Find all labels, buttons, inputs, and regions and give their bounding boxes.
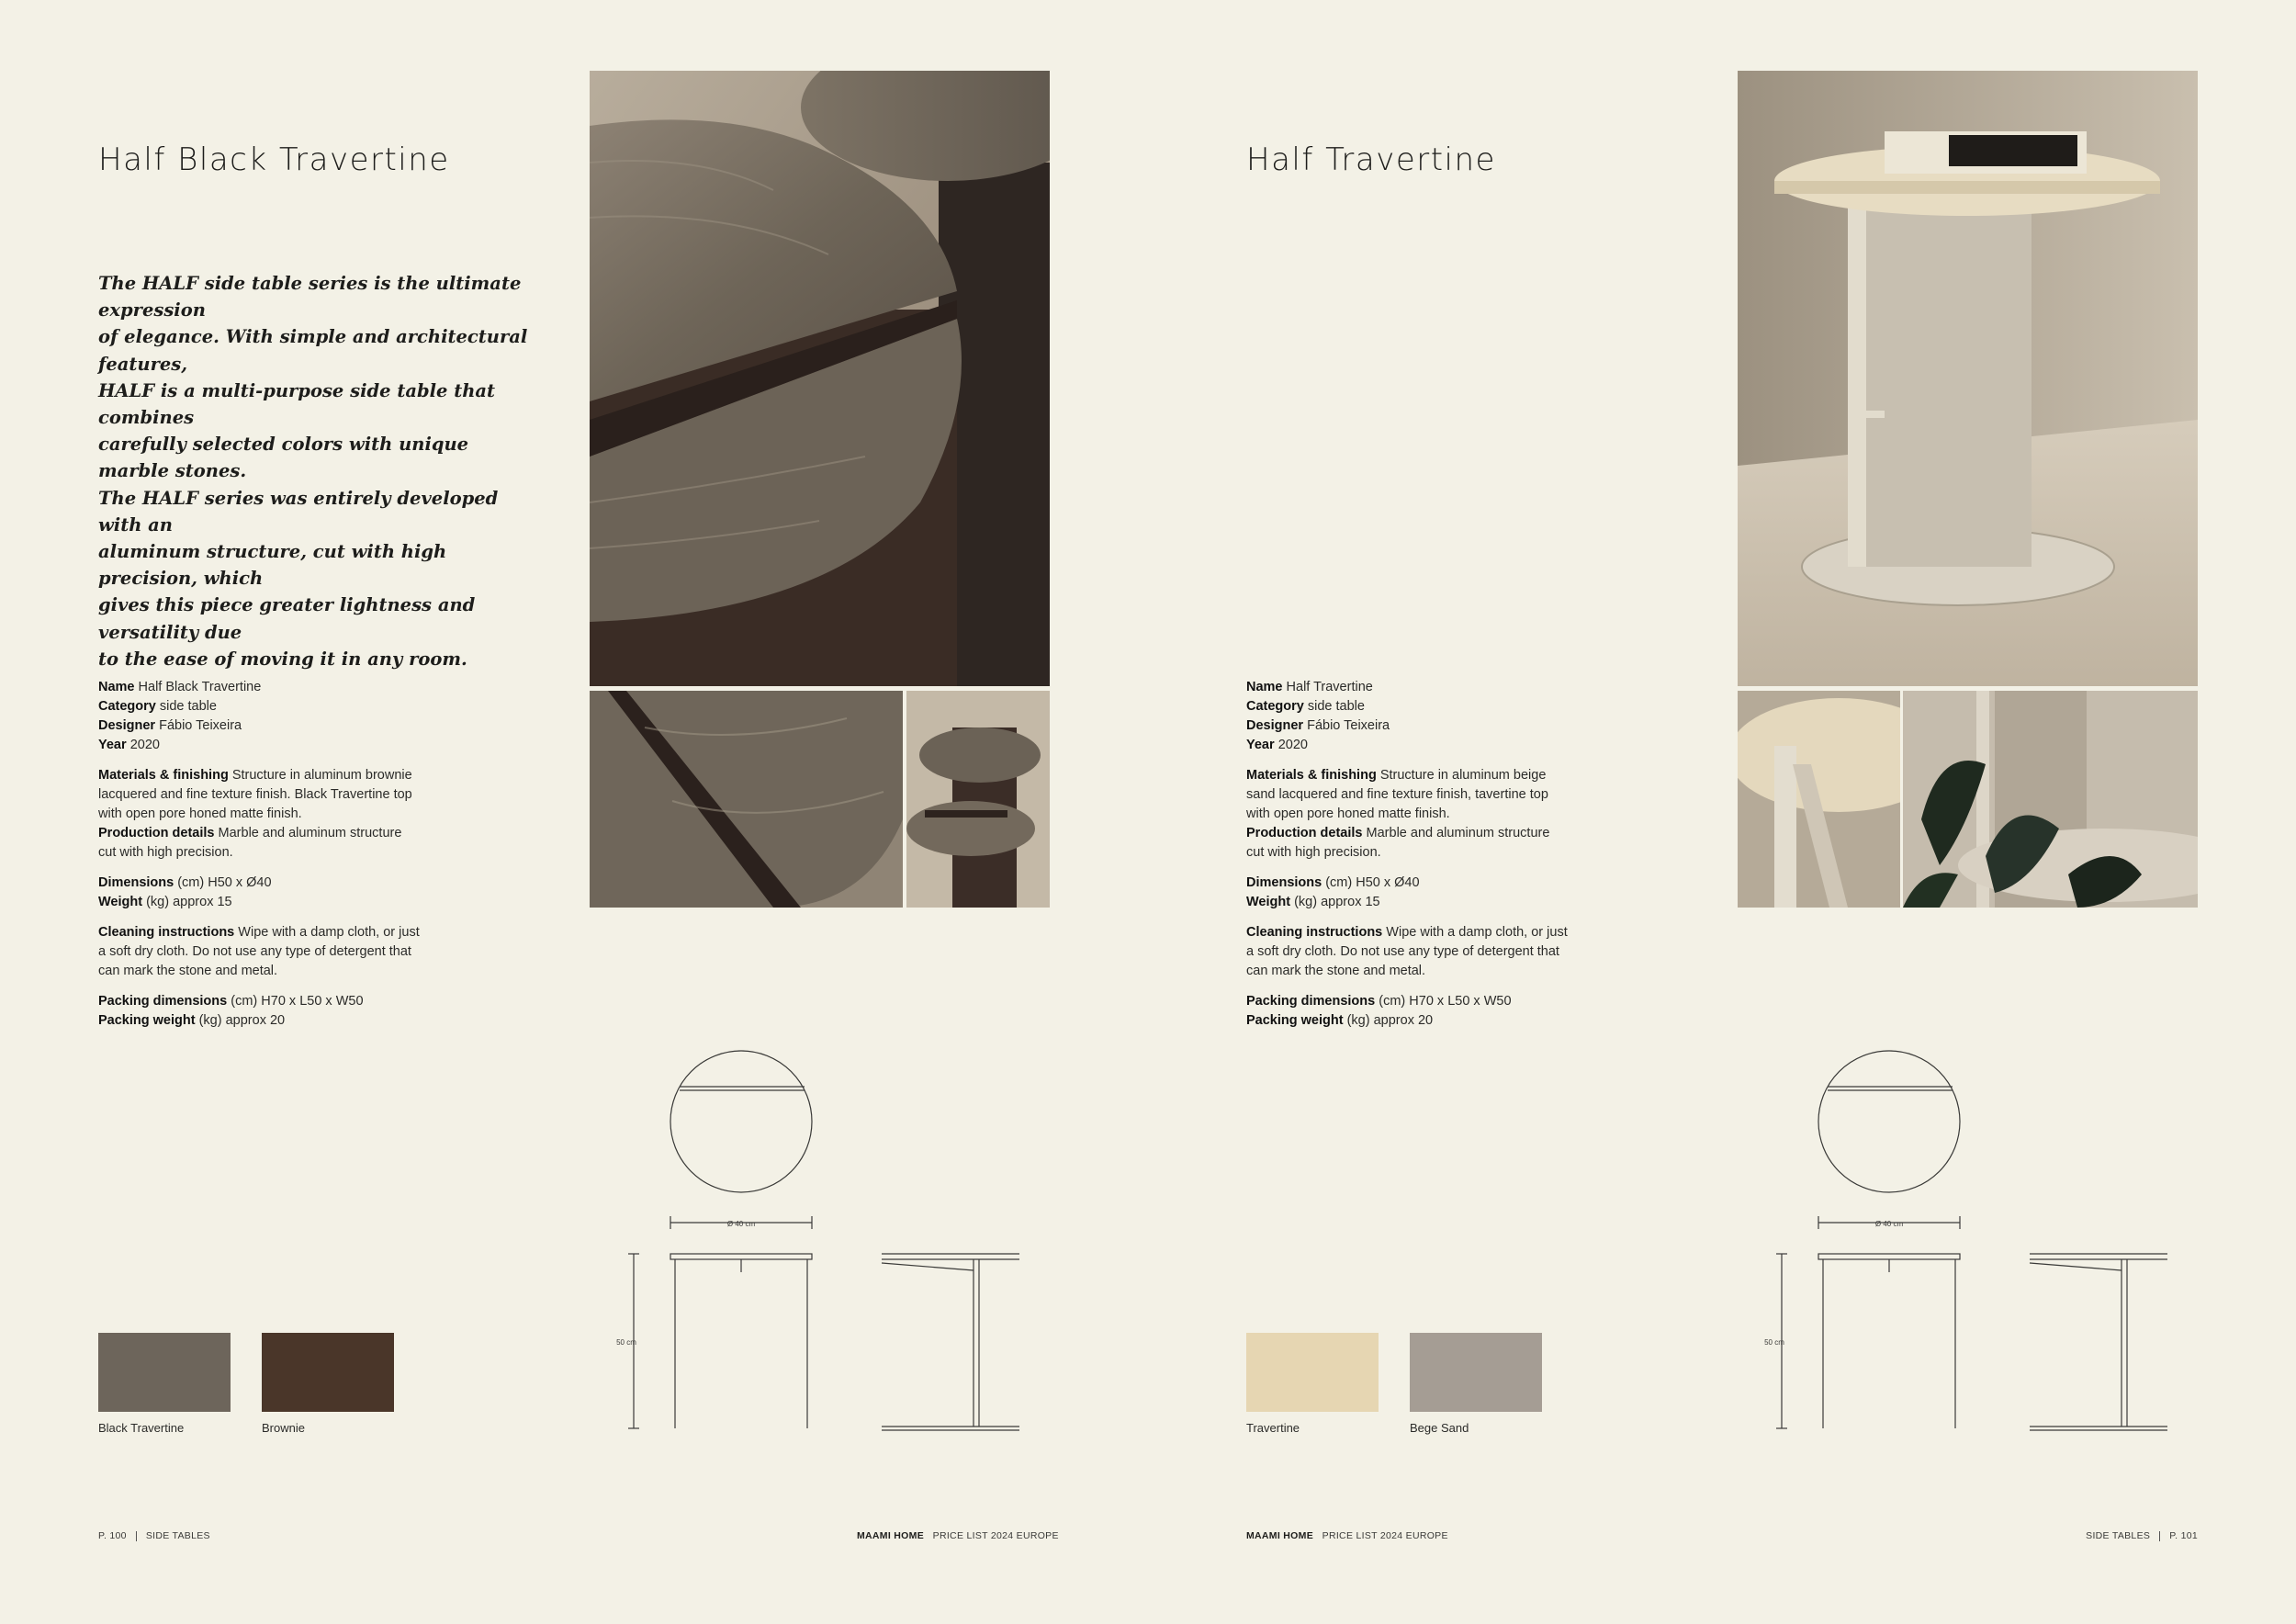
spec-production-line: cut with high precision. xyxy=(98,845,233,860)
spec-weight: Weight (kg) approx 15 xyxy=(1246,895,1380,909)
swatch-label: Black Travertine xyxy=(98,1421,185,1435)
technical-drawing xyxy=(615,1043,1038,1438)
intro-line: The HALF series was entirely developed with an xyxy=(98,487,499,536)
intro-line: The HALF side table series is the ultimate expression xyxy=(98,273,522,321)
spec-packing-weight: Packing weight (kg) approx 20 xyxy=(1246,1013,1434,1028)
product-photo-main xyxy=(1738,71,2198,686)
spec-category: Category side table xyxy=(98,699,217,714)
section-name: SIDE TABLES xyxy=(145,1530,210,1541)
intro-line: of elegance. With simple and architectural features, xyxy=(98,326,528,375)
product-title: Half Black Travertine xyxy=(98,141,450,178)
intro-line: gives this piece greater lightness and versatility due xyxy=(98,594,476,643)
spec-year: Year 2020 xyxy=(98,738,160,752)
footer-divider xyxy=(136,1531,137,1541)
spec-sheet xyxy=(1246,678,1614,1042)
spec-production: Production details Marble and aluminum structure xyxy=(98,826,402,840)
spec-cleaning-line: a soft dry cloth. Do not use any type of detergent that xyxy=(1246,944,1559,959)
product-photo-detail xyxy=(1738,691,1900,908)
swatch-travertine xyxy=(1246,1333,1379,1412)
catalog-name: PRICE LIST 2024 EUROPE xyxy=(1322,1530,1448,1541)
product-photo-side xyxy=(906,691,1050,908)
spec-dimensions: Dimensions (cm) H50 x Ø40 xyxy=(1246,875,1420,890)
spec-year: Year 2020 xyxy=(1246,738,1308,752)
spec-cleaning-line: a soft dry cloth. Do not use any type of detergent that xyxy=(98,944,411,959)
diameter-label: Ø 40 cm xyxy=(726,1220,756,1228)
product-title: Half Travertine xyxy=(1246,141,1496,178)
height-label: 50 cm xyxy=(616,1338,636,1347)
product-photo-plant xyxy=(1903,691,2198,908)
page-number: P. 101 xyxy=(2169,1530,2198,1541)
height-label: 50 cm xyxy=(1764,1338,1784,1347)
spec-production-line: cut with high precision. xyxy=(1246,845,1381,860)
brand-name: MAAMI HOME xyxy=(857,1530,924,1541)
spec-weight: Weight (kg) approx 15 xyxy=(98,895,232,909)
spec-materials-line: with open pore honed matte finish. xyxy=(1246,806,1450,821)
page-number: P. 100 xyxy=(98,1530,127,1541)
spec-materials: Materials & finishing Structure in aluminum beige xyxy=(1246,768,1547,783)
spec-name: Name Half Travertine xyxy=(1246,680,1373,694)
brand-footer-right xyxy=(1246,1530,1448,1541)
spec-materials: Materials & finishing Structure in aluminum brownie xyxy=(98,768,412,783)
spec-category: Category side table xyxy=(1246,699,1365,714)
spec-designer: Designer Fábio Teixeira xyxy=(1246,718,1390,733)
technical-drawing xyxy=(1763,1043,2186,1438)
brand-name: MAAMI HOME xyxy=(1246,1530,1313,1541)
technical-drawing-svg xyxy=(1763,1043,2186,1438)
spec-dimensions: Dimensions (cm) H50 x Ø40 xyxy=(98,875,272,890)
brand-footer-left xyxy=(857,1530,1059,1541)
intro-line: HALF is a multi-purpose side table that combines xyxy=(98,379,496,429)
spec-production: Production details Marble and aluminum structure xyxy=(1246,826,1550,840)
diameter-label: Ø 40 cm xyxy=(1874,1220,1904,1228)
catalog-name: PRICE LIST 2024 EUROPE xyxy=(932,1530,1059,1541)
spec-cleaning: Cleaning instructions Wipe with a damp cloth, or just xyxy=(98,925,420,940)
spec-name: Name Half Black Travertine xyxy=(98,680,262,694)
page-footer-left xyxy=(98,1530,210,1541)
product-photo-main xyxy=(590,71,1050,686)
spec-cleaning-line: can mark the stone and metal. xyxy=(1246,964,1426,978)
swatch-bege-sand xyxy=(1410,1333,1542,1412)
intro-line: carefully selected colors with unique marble stones. xyxy=(98,434,469,482)
product-photo-detail xyxy=(590,691,903,908)
spec-packing-weight: Packing weight (kg) approx 20 xyxy=(98,1013,286,1028)
section-name: SIDE TABLES xyxy=(2086,1530,2151,1541)
product-intro xyxy=(98,270,539,672)
spec-cleaning: Cleaning instructions Wipe with a damp cloth, or just xyxy=(1246,925,1568,940)
spec-sheet xyxy=(98,678,466,1042)
spec-packing-dimensions: Packing dimensions (cm) H70 x L50 x W50 xyxy=(98,994,364,1009)
swatch-label: Brownie xyxy=(262,1421,305,1435)
page-footer-right xyxy=(2086,1530,2198,1541)
spec-materials-line: sand lacquered and fine texture finish, tavertine top xyxy=(1246,787,1548,802)
intro-line: to the ease of moving it in any room. xyxy=(98,648,467,670)
spec-designer: Designer Fábio Teixeira xyxy=(98,718,242,733)
spec-packing-dimensions: Packing dimensions (cm) H70 x L50 x W50 xyxy=(1246,994,1512,1009)
technical-drawing-svg xyxy=(615,1043,1038,1438)
swatch-black-travertine xyxy=(98,1333,231,1412)
spec-cleaning-line: can mark the stone and metal. xyxy=(98,964,278,978)
swatch-label: Travertine xyxy=(1246,1421,1300,1435)
spec-materials-line: with open pore honed matte finish. xyxy=(98,806,302,821)
spec-materials-line: lacquered and fine texture finish. Black Travertine top xyxy=(98,787,412,802)
swatch-brownie xyxy=(262,1333,394,1412)
swatch-label: Bege Sand xyxy=(1410,1421,1469,1435)
intro-line: aluminum structure, cut with high precision, which xyxy=(98,541,447,590)
footer-divider xyxy=(2159,1531,2160,1541)
